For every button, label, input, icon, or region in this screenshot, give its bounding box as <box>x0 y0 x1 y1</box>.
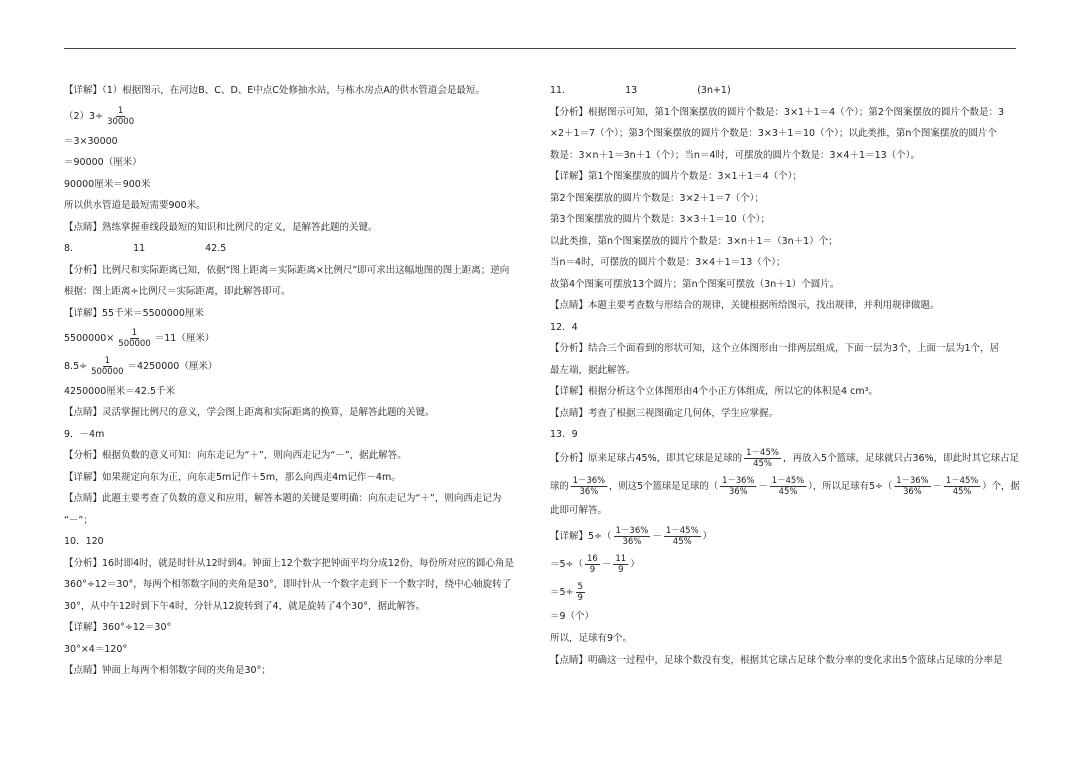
q12-detail-line: 【详解】根据分析这个立体图形由4个小正方体组成，所以它的体积是4 cm³。 <box>550 386 878 397</box>
q7-calc-line-4: 90000厘米＝900米 <box>64 179 151 190</box>
fraction: $\frac{1}{500000}$ <box>91 356 124 377</box>
q10-tip-line: 【点睛】钟面上每两个相邻数字间的夹角是30°； <box>64 665 271 676</box>
fraction: $\frac{1-36\%}{36\%}$ <box>615 526 649 547</box>
q10-analysis-line-3: 30°，从中午12时到下午4时，分针从12旋转到了4，就是旋转了4个30°，据此解答。 <box>64 601 425 612</box>
q13-answer-line: 所以，足球有9个。 <box>550 633 633 644</box>
q8-detail-line-2: 5500000× $\frac{1}{500000}$ ＝11（厘米） <box>64 328 215 349</box>
fraction: $\frac{5}{9}$ <box>577 582 583 603</box>
q7-tip-line: 【点睛】熟练掌握垂线段最短的知识和比例尺的定义，是解答此题的关键。 <box>64 222 378 233</box>
q11-tip-line: 【点睛】本题主要考查数与形结合的规律，关键根据所给图示，找出规律，并利用规律做题。 <box>550 300 940 311</box>
q11-heading: 11. 13 (3n+1) <box>550 85 731 96</box>
q13-analysis-line-3: 此即可解答。 <box>550 505 608 516</box>
q7-calc-line-3: ＝90000（厘米） <box>64 157 142 168</box>
q11-detail-line-3: 第3个图案摆放的圆片个数是：3×3＋1＝10（个）； <box>550 214 770 225</box>
q13-analysis-line-2: 球的 $\frac{1-36\%}{36\%}$ ，则这5个篮球是足球的（ $\frac{1-36\%}{36\%}$ － $\frac{1-45\%}{45\%}$ ），所以足球有5÷（ $\frac{1-36\%}{36\%}$ － $\frac{1-45\%}{45\%}$ ）个，据 <box>550 476 1020 497</box>
q11-detail-line-1: 【详解】第1个图案摆放的圆片个数是：3×1＋1＝4（个）； <box>550 171 802 182</box>
q9-analysis-line: 【分析】根据负数的意义可知：向东走记为“＋”，则向西走记为“－”，据此解答。 <box>64 450 407 461</box>
q7-calc-line-1: （2）3÷ $\frac{1}{30000}$ <box>64 106 135 127</box>
q8-heading: 8. 11 42.5 <box>64 243 227 254</box>
fraction: $\frac{1}{500000}$ <box>118 328 151 349</box>
q8-analysis-line-1: 【分析】比例尺和实际距离已知，依据“图上距离＝实际距离×比例尺”即可求出这幅地图的图上距离；逆向 <box>64 265 510 276</box>
q10-analysis-line-2: 360°÷12＝30°，每两个相邻数字间的夹角是30°，即时针从一个数字走到下一个数字时，绕中心轴旋转了 <box>64 579 512 590</box>
q11-analysis-line-1: 【分析】根据图示可知，第1个图案摆放的圆片个数是：3×1＋1＝4（个）；第2个图案摆放的圆片个数是：3 <box>550 107 1005 118</box>
q9-detail-line: 【详解】如果规定向东为正，向东走5m记作＋5m，那么向西走4m记作－4m。 <box>64 472 401 483</box>
fraction: $\frac{1-36\%}{36\%}$ <box>572 476 606 497</box>
q9-tip-line-1: 【点睛】此题主要考查了负数的意义和应用，解答本题的关键是要明确：向东走记为“＋”，则向西走记为 <box>64 493 502 504</box>
q8-tip-line: 【点睛】灵活掌握比例尺的意义，学会图上距离和实际距离的换算，是解答此题的关键。 <box>64 407 435 418</box>
q13-tip-line: 【点睛】明确这一过程中，足球个数没有变，根据其它球占足球个数分率的变化求出5个篮球占足球的分率是 <box>550 655 1003 666</box>
q12-heading: 12．4 <box>550 322 578 333</box>
q12-tip-line: 【点睛】考查了根据三视图确定几何体，学生应掌握。 <box>550 408 779 419</box>
q11-detail-line-6: 故第4个图案可摆放13个圆片；第n个图案可摆放（3n＋1）个圆片。 <box>550 279 840 290</box>
q11-detail-line-5: 当n＝4时，可摆放的圆片个数是：3×4＋1＝13（个）； <box>550 257 786 268</box>
q10-detail-line-1: 【详解】360°÷12＝30° <box>64 622 172 633</box>
q13-detail-line-1: 【详解】5÷（ $\frac{1-36\%}{36\%}$ － $\frac{1-45\%}{45\%}$ ） <box>550 526 713 547</box>
fraction: $\frac{1-36\%}{36\%}$ <box>722 476 755 497</box>
q13-analysis-line-1: 【分析】原来足球占45%，即其它球是足球的 $\frac{1-45\%}{45\%}$ ，再放入5个篮球，足球就只占36%，即此时其它球占足 <box>550 448 1020 469</box>
q13-detail-line-4: ＝9（个） <box>550 611 595 622</box>
q9-heading: 9．－4m <box>64 429 105 440</box>
q12-analysis-line-2: 最左端，据此解答。 <box>550 365 636 376</box>
q10-analysis-line-1: 【分析】16时即4时，就是时针从12时到4。钟面上12个数字把钟面平均分成12份，每份所对应的圆心角是 <box>64 558 514 569</box>
q13-detail-line-3: ＝5÷ $\frac{5}{9}$ <box>550 582 583 603</box>
q9-tip-line-2: “－”； <box>64 515 93 526</box>
q11-detail-line-4: 以此类推，第n个图案摆放的圆片个数是：3×n＋1＝（3n＋1）个； <box>550 236 838 247</box>
fraction: $\frac{1}{30000}$ <box>107 106 135 127</box>
header-rule <box>64 48 1016 49</box>
q7-calc-line-2: ＝3×30000 <box>64 136 118 147</box>
q11-detail-line-2: 第2个图案摆放的圆片个数是：3×2＋1＝7（个）； <box>550 193 764 204</box>
fraction: $\frac{1-45\%}{45\%}$ <box>945 476 979 497</box>
q11-analysis-line-2: ×2＋1＝7（个）；第3个图案摆放的圆片个数是：3×3＋1＝10（个）；以此类推，第n个图案摆放的圆片个 <box>550 128 997 139</box>
q7-answer-line: 所以供水管道是最短需要900米。 <box>64 200 206 211</box>
q11-analysis-line-3: 数是：3×n＋1＝3n＋1（个）；当n＝4时，可摆放的圆片个数是：3×4＋1＝13（个）。 <box>550 150 920 161</box>
q13-detail-line-2: ＝5÷（ $\frac{16}{9}$ － $\frac{11}{9}$ ） <box>550 554 640 575</box>
q8-detail-line-4: 4250000厘米＝42.5千米 <box>64 386 175 397</box>
fraction: $\frac{1-45\%}{45\%}$ <box>665 526 699 547</box>
q12-analysis-line-1: 【分析】结合三个面看到的形状可知，这个立体图形由一排两层组成，下面一层为3个，上面一层为1个，居 <box>550 343 1000 354</box>
fraction: $\frac{16}{9}$ <box>587 554 598 575</box>
q13-heading: 13．9 <box>550 429 578 440</box>
fraction: $\frac{11}{9}$ <box>615 554 627 575</box>
fraction: $\frac{1-45\%}{45\%}$ <box>746 448 779 469</box>
q8-analysis-line-2: 根据：图上距离÷比例尺＝实际距离，即此解答即可。 <box>64 286 291 297</box>
fraction: $\frac{1-45\%}{45\%}$ <box>771 476 805 497</box>
q8-detail-line-1: 【详解】55千米＝5500000厘米 <box>64 308 204 319</box>
q8-detail-line-3: 8.5÷ $\frac{1}{500000}$ ＝4250000（厘米） <box>64 356 218 377</box>
q7-explanation-line: 【详解】（1）根据图示，在河边B、C、D、E中点C处修抽水站，与栋水房点A的供水管道会是最短。 <box>64 85 485 96</box>
q10-detail-line-2: 30°×4＝120° <box>64 644 128 655</box>
q10-heading: 10．120 <box>64 536 104 547</box>
fraction: $\frac{1-36\%}{36\%}$ <box>896 476 929 497</box>
